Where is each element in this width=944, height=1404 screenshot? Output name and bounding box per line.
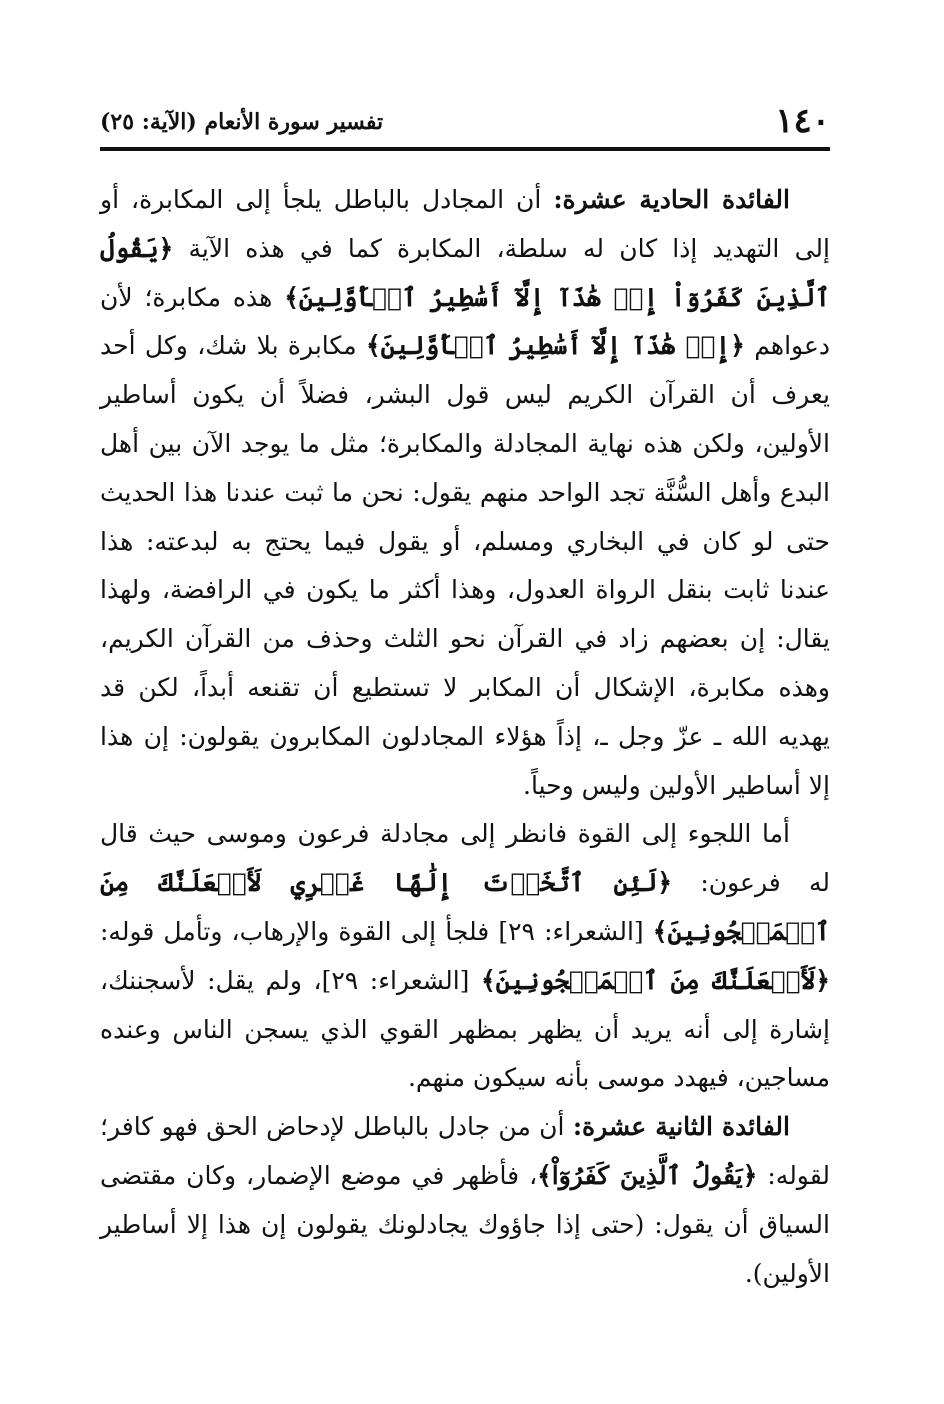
paragraph (100, 176, 830, 810)
header-divider (100, 147, 830, 151)
benefit-heading: الفائدة الحادية عشرة: (553, 185, 790, 214)
paragraph (100, 1103, 830, 1298)
quran-verse: ﴿لَأَجۡعَلَنَّكَ مِنَ ٱلۡمَسۡجُونِينَ﴾ (480, 965, 830, 995)
paragraph-text: مكابرة بلا شك، وكل أحد يعرف أن القرآن الكريم ليس قول البشر، فضلاً أن يكون أساطير الأولين، ولكن هذه نهاية المجادلة والمكابرة؛ مثل ما يوجد الآن بين أهل البدع وأهل السُّنَّة تجد الواحد منهم يقول: نحن ما ثبت عندنا هذا الحديث حتى لو كان في البخاري ومسلم، أو يقول فيما يحتج به لبدعته: هذا عندنا ثابت بنقل الرواة العدول، وهذا أكثر ما يكون في الرافضة، ولهذا يقال: إن بعضهم زاد في القرآن نحو الثلث وحذف من القرآن الكريم، وهذه مكابرة، الإشكال أن المكابر لا تستطيع أن تقنعه أبداً، لكن قد يهديه الله ـ عزّ وجل ـ، إذاً هؤلاء المجادلون المكابرون يقولون: إن هذا إلا أساطير الأولين وليس وحياً. (100, 331, 830, 800)
page-header (100, 100, 830, 142)
quran-verse: ﴿يَقُولُ ٱلَّذِينَ كَفَرُوٓاْ إِنۡ هَٰذَآ إِلَّآ أَسَٰطِيرُ ٱلۡأَوَّلِينَ﴾ (100, 233, 830, 312)
paragraph-text: [الشعراء: ٢٩]، ولم يقل: لأسجننك، إشارة إلى أنه يريد أن يظهر بمظهر القوي الذي يسجن الناس وعنده مساجين، فيهدد موسى بأنه سيكون منهم. (100, 965, 830, 1093)
quran-verse: ﴿إِنۡ هَٰذَآ إِلَّآ أَسَٰطِيرُ ٱلۡأَوَّلِينَ﴾ (365, 331, 745, 361)
quran-verse: ﴿يَقُولُ ٱلَّذِينَ كَفَرُوٓاْ﴾ (537, 1160, 758, 1190)
paragraph-text: ، فأظهر في موضع الإضمار، وكان مقتضى السياق أن يقول: (حتى إذا جاؤوك يجادلونك يقولون إن هذا إلا أساطير الأولين). (100, 1160, 830, 1288)
paragraph-text: هذه مكابرة؛ لأن دعواهم (100, 282, 830, 361)
paragraph-text: [الشعراء: ٢٩] فلجأ إلى القوة والإرهاب، وتأمل قوله: (100, 916, 653, 946)
page-body (100, 176, 830, 1298)
paragraph (100, 810, 830, 1103)
running-title: تفسير سورة الأنعام (الآية: ٢٥) (100, 109, 384, 135)
quran-verse: ﴿لَئِنِ ٱتَّخَذۡتَ إِلَٰهًا غَيۡرِي لَأَجۡعَلَنَّكَ مِنَ ٱلۡمَسۡجُونِينَ﴾ (100, 868, 830, 946)
paragraph-text: أن من جادل بالباطل لإدحاض الحق فهو كافر؛ لقوله: (100, 1112, 830, 1190)
page-number: ١٤٠ (775, 101, 830, 141)
paragraph-text: أن المجادل بالباطل يلجأ إلى المكابرة، أو إلى التهديد إذا كان له سلطة، المكابرة كما في هذه الآية (100, 185, 830, 263)
paragraph-text: أما اللجوء إلى القوة فانظر إلى مجادلة فرعون وموسى حيث قال له فرعون: (100, 819, 830, 898)
benefit-heading: الفائدة الثانية عشرة: (572, 1112, 790, 1142)
